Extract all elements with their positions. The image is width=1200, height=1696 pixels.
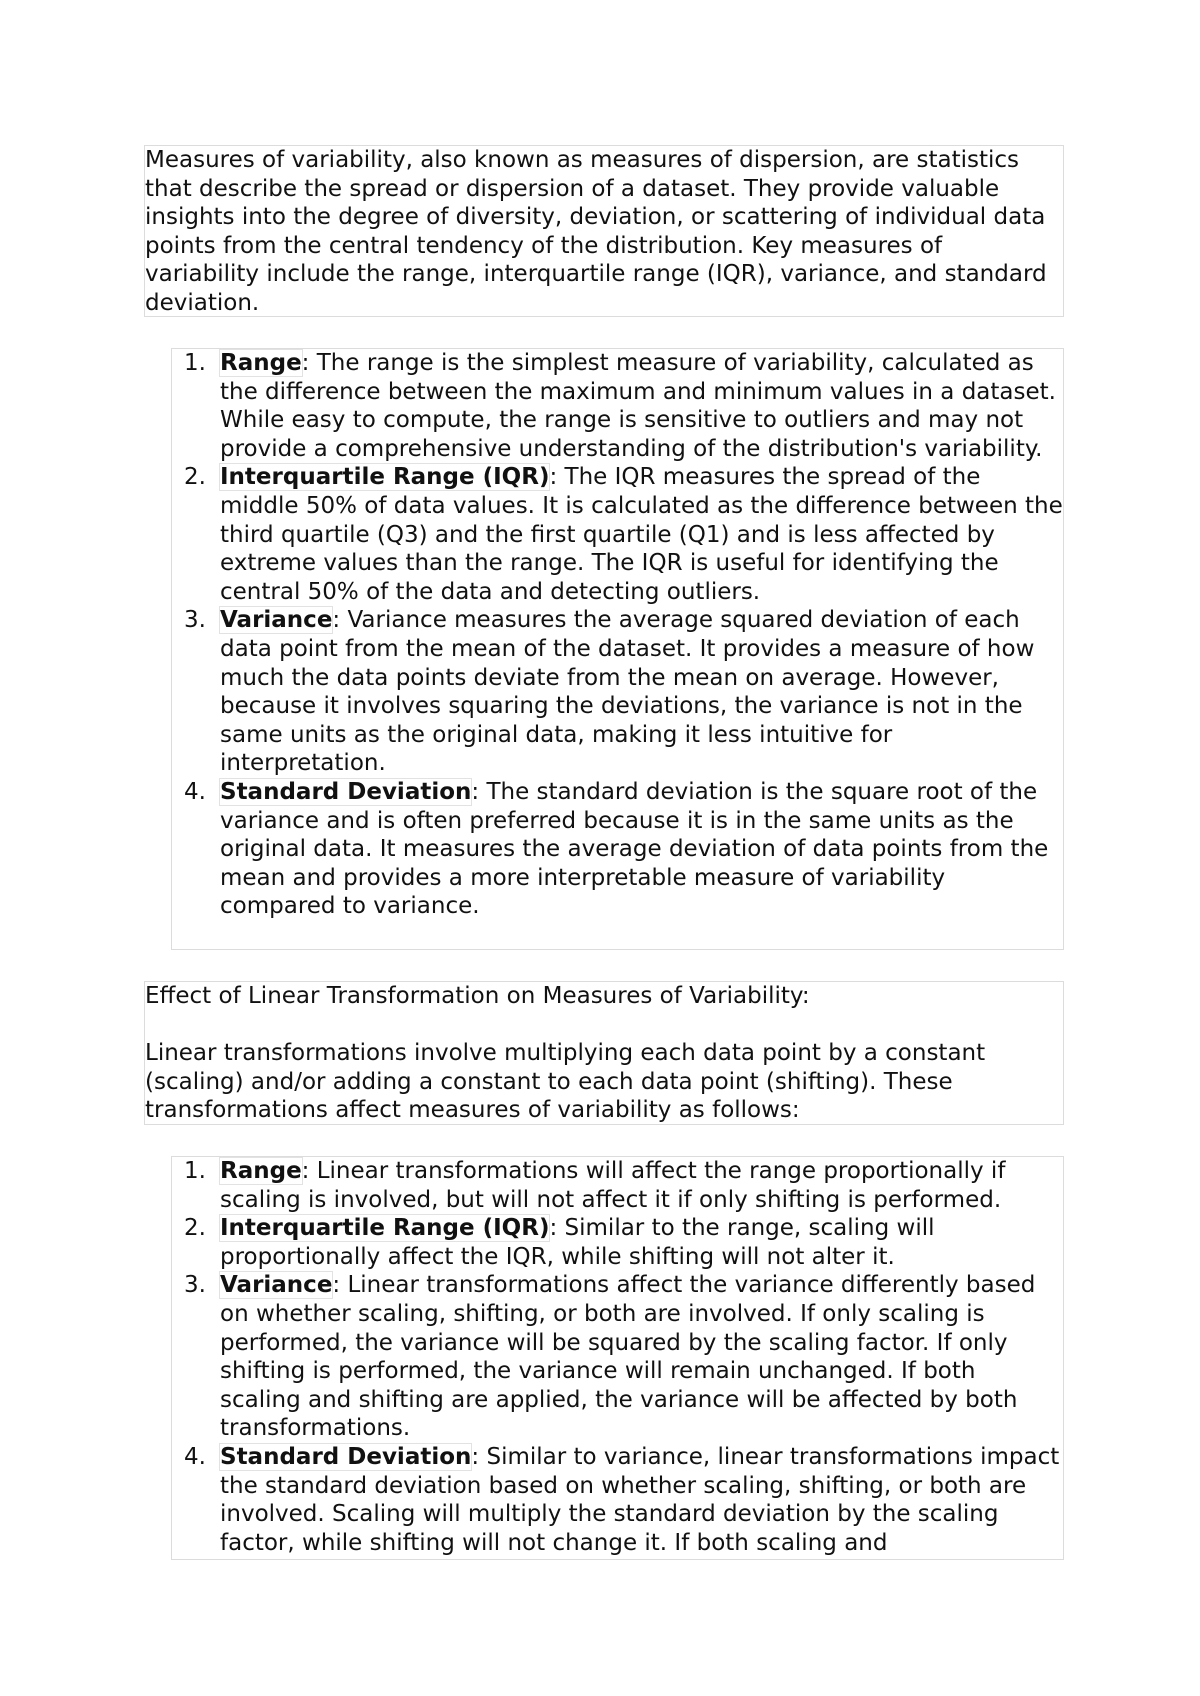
list-item bbox=[184, 463, 1063, 606]
list-item bbox=[184, 1271, 1063, 1443]
item-text: : Linear transformations will affect the range proportionally if scaling is involved, but will not affect it if only shifting is performed. bbox=[220, 1158, 1006, 1213]
list-item bbox=[184, 1214, 1063, 1271]
item-text: : Similar to variance, linear transformations impact the standard deviation based on whether scaling, shifting, or both are involved. Scaling will multiply the standard deviation by the scaling factor, while shifting will not change it. If both scaling and bbox=[220, 1443, 1060, 1556]
item-text: : The range is the simplest measure of variability, calculated as the difference between the maximum and minimum values in a dataset. While easy to compute, the range is sensitive to outliers and may not provide a comprehensive understanding of the distribution's variability. bbox=[220, 350, 1056, 462]
item-number: 2. bbox=[184, 464, 206, 491]
paragraph-gap bbox=[145, 1011, 1063, 1040]
measures-list bbox=[171, 348, 1064, 950]
linear-transformation-section bbox=[144, 981, 1064, 1125]
term-variance: Variance bbox=[220, 607, 333, 634]
item-number: 3. bbox=[184, 1272, 206, 1299]
term-range: Range bbox=[220, 350, 302, 376]
effects-list bbox=[171, 1156, 1064, 1560]
list-item bbox=[184, 1443, 1063, 1557]
section-heading: Effect of Linear Transformation on Measures of Variability: bbox=[145, 983, 810, 1009]
item-number: 2. bbox=[184, 1215, 206, 1242]
item-text: : The IQR measures the spread of the middle 50% of data values. It is calculated as the difference between the third quartile (Q3) and the first quartile (Q1) and is less affected by extreme values than the range. The IQR is useful for identifying the central 50% of the data and detecting outliers. bbox=[220, 464, 1063, 605]
term-iqr: Interquartile Range (IQR) bbox=[220, 1215, 550, 1242]
term-standard-deviation: Standard Deviation bbox=[220, 778, 472, 805]
item-number: 4. bbox=[184, 1443, 206, 1470]
item-number: 4. bbox=[184, 778, 206, 805]
list-item bbox=[184, 349, 1063, 463]
section-text: Linear transformations involve multiplying each data point by a constant (scaling) and/or adding a constant to each data point (shifting). These transformations affect measures of variability as follows: bbox=[145, 1040, 986, 1124]
term-standard-deviation: Standard Deviation bbox=[220, 1443, 472, 1470]
term-range: Range bbox=[220, 1158, 302, 1184]
item-number: 1. bbox=[184, 350, 206, 376]
item-text: : Linear transformations affect the variance differently based on whether scaling, shifting, or both are involved. If only scaling is performed, the variance will be squared by the scaling factor. If only shifting is performed, the variance will remain unchanged. If both scaling and shifting are applied, the variance will be affected by both transformations. bbox=[220, 1272, 1036, 1442]
item-number: 1. bbox=[184, 1158, 206, 1184]
item-number: 3. bbox=[184, 607, 206, 634]
item-text: : Variance measures the average squared deviation of each data point from the mean of the dataset. It provides a measure of how much the data points deviate from the mean on average. However, because it involves squaring the deviations, the variance is not in the same units as the original data, making it less intuitive for interpretation. bbox=[220, 607, 1035, 777]
item-text: : The standard deviation is the square root of the variance and is often preferred because it is in the same units as the original data. It measures the average deviation of data points from the mean and provides a more interpretable measure of variability compared to variance. bbox=[220, 778, 1049, 920]
list-item bbox=[184, 606, 1063, 778]
list-item bbox=[184, 1157, 1063, 1214]
item-text: : Similar to the range, scaling will proportionally affect the IQR, while shifting will not alter it. bbox=[220, 1215, 935, 1270]
term-iqr: Interquartile Range (IQR) bbox=[220, 464, 550, 491]
term-variance: Variance bbox=[220, 1272, 333, 1299]
intro-paragraph bbox=[144, 145, 1064, 317]
list-item bbox=[184, 778, 1063, 921]
intro-text: Measures of variability, also known as measures of dispersion, are statistics that describe the spread or dispersion of a dataset. They provide valuable insights into the degree of diversity, deviation, or scattering of individual data points from the central tendency of the distribution. Key measures of variability include the range, interquartile range (IQR), variance, and standard deviation. bbox=[145, 147, 1047, 316]
